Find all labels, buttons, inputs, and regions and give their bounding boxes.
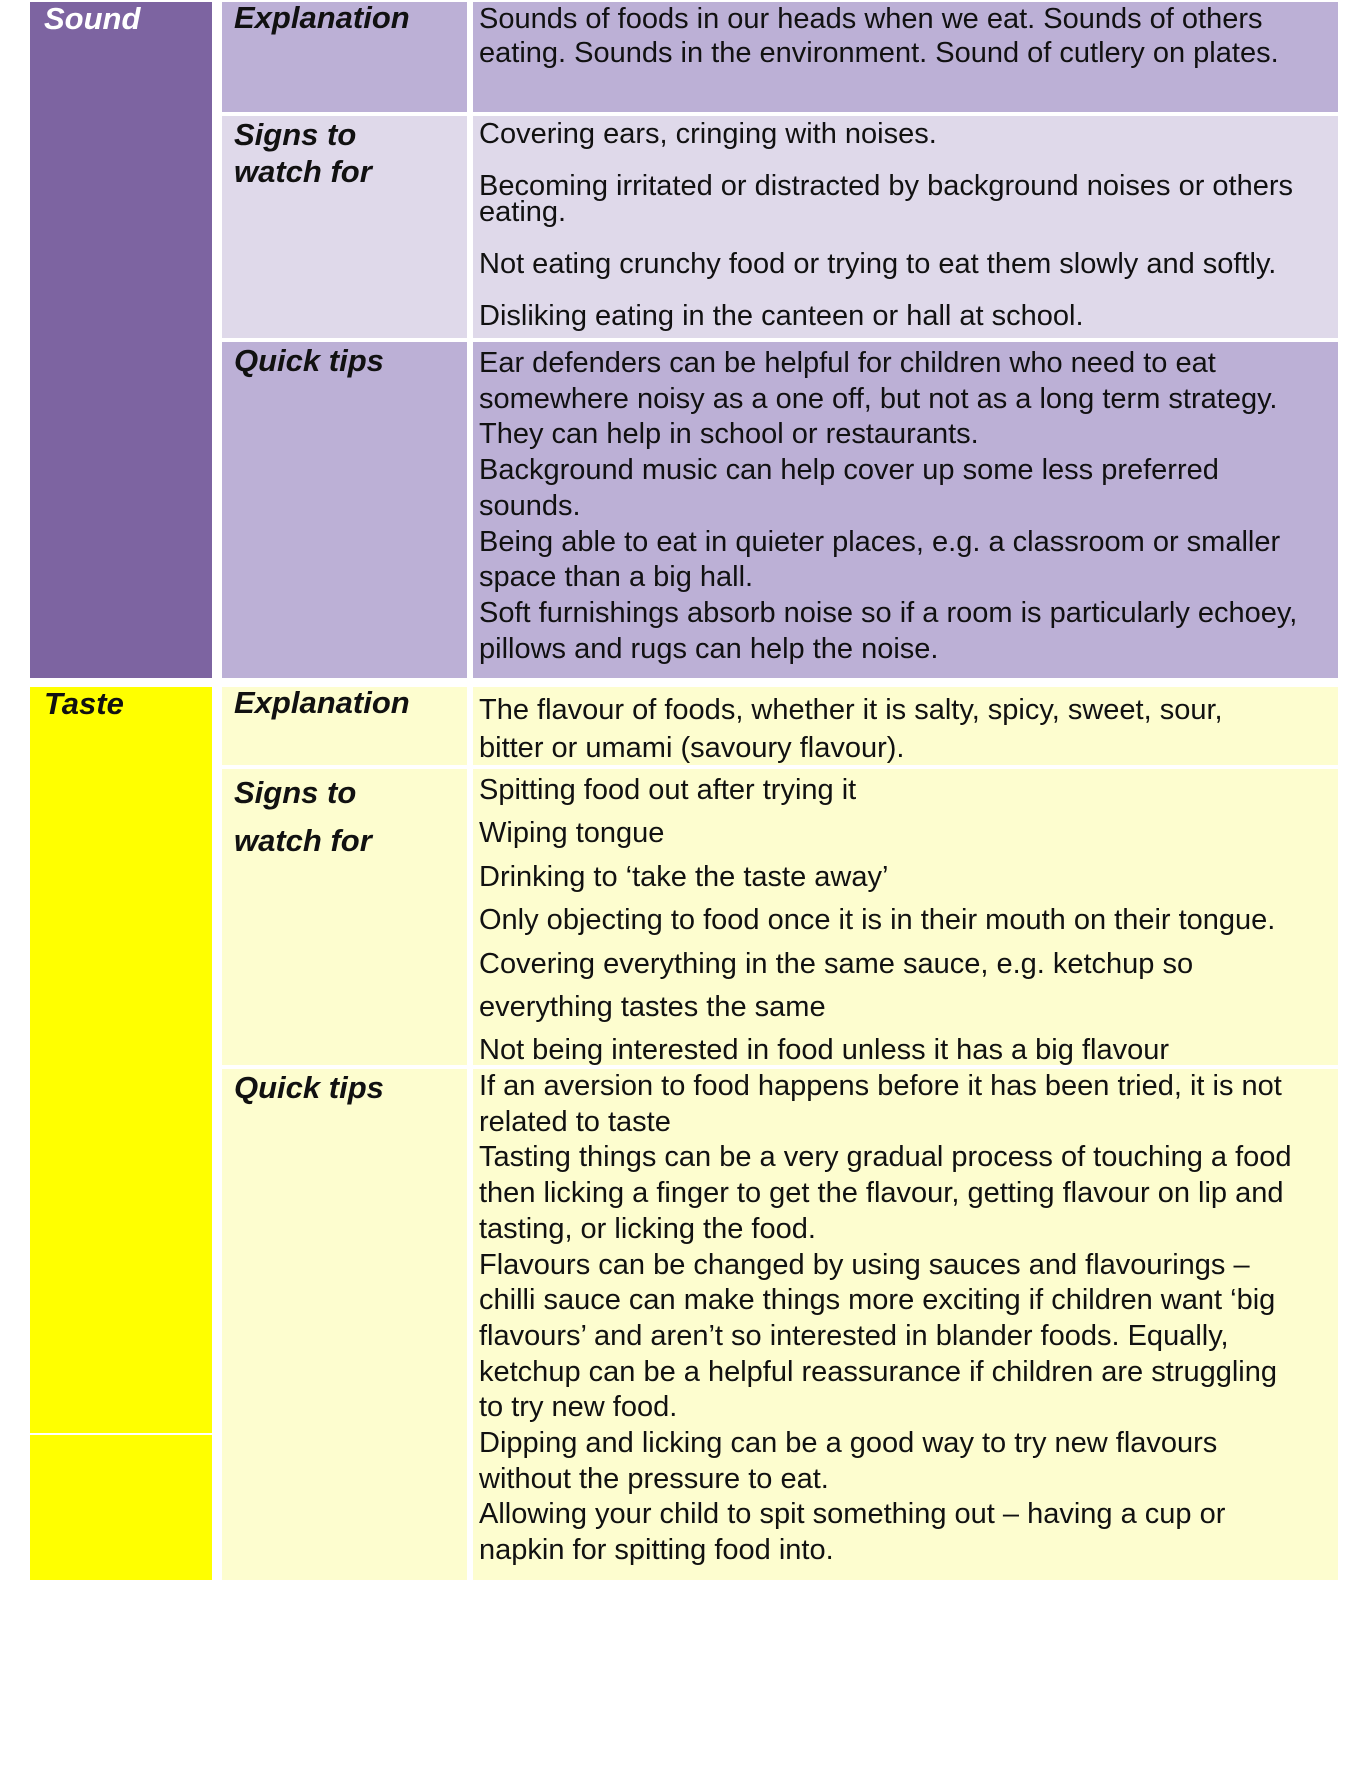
row-label-line: Signs to	[234, 775, 357, 810]
content-line: Sounds of foods in our heads when we eat. Sounds of others	[479, 3, 1263, 35]
list-item: Drinking to ‘take the taste away’	[479, 860, 889, 893]
content-line: sounds.	[479, 489, 581, 522]
content-line: bitter or umami (savoury flavour).	[479, 731, 905, 764]
taste-sense-cell	[30, 687, 212, 1580]
content-line: Dipping and licking can be a good way to try new flavours	[479, 1427, 1218, 1460]
sound-signs-label-cell	[222, 116, 467, 338]
row-label-explanation: Explanation	[234, 0, 410, 35]
row-label-tips: Quick tips	[234, 1070, 384, 1105]
taste-tips-label-cell	[222, 1069, 467, 1580]
content-line: to try new food.	[479, 1391, 678, 1424]
row-label-signs	[222, 769, 467, 865]
content-line: flavours’ and aren’t so interested in blander foods. Equally,	[479, 1319, 1229, 1352]
list-item: Not being interested in food unless it has a big flavour	[479, 1034, 1169, 1067]
sound-signs-content	[473, 116, 1338, 338]
sound-tips-content	[473, 342, 1338, 678]
content-line: pillows and rugs can help the noise.	[479, 632, 939, 665]
taste-signs-content	[473, 769, 1338, 1065]
content-line: without the pressure to eat.	[479, 1462, 829, 1495]
content-line: Background music can help cover up some less preferred	[479, 454, 1219, 487]
list-item: Becoming irritated or distracted by background noises or others eating.	[479, 170, 1294, 228]
content-line: space than a big hall.	[479, 561, 754, 594]
row-label-signs	[222, 116, 467, 190]
content-line: ketchup can be a helpful reassurance if children are struggling	[479, 1355, 1277, 1388]
list-item: Spitting food out after trying it	[479, 774, 857, 806]
content-line: chilli sauce can make things more exciting if children want ‘big	[479, 1284, 1276, 1317]
content-line: Flavours can be changed by using sauces and flavourings –	[479, 1248, 1250, 1281]
sound-section	[30, 2, 1338, 678]
content-line: somewhere noisy as a one off, but not as a long term strategy.	[479, 382, 1278, 415]
list-item: everything tastes the same	[479, 991, 826, 1024]
list-item: Not eating crunchy food or trying to eat them slowly and softly.	[479, 248, 1277, 280]
row-label-tips: Quick tips	[234, 343, 384, 378]
column-divider	[30, 1433, 212, 1435]
row-label-line: Signs to	[234, 117, 357, 152]
content-line: Ear defenders can be helpful for children who need to eat	[479, 347, 1216, 379]
sound-tips-label-cell	[222, 342, 467, 678]
taste-tips-content	[473, 1069, 1338, 1580]
list-item: Disliking eating in the canteen or hall at school.	[479, 300, 1084, 332]
list-item: Only objecting to food once it is in their mouth on their tongue.	[479, 904, 1276, 937]
content-line: Being able to eat in quieter places, e.g. a classroom or smaller	[479, 525, 1281, 558]
content-line: napkin for spitting food into.	[479, 1534, 834, 1567]
content-line: then licking a finger to get the flavour, getting flavour on lip and	[479, 1177, 1284, 1210]
content-line: They can help in school or restaurants.	[479, 418, 979, 451]
content-line: Soft furnishings absorb noise so if a room is particularly echoey,	[479, 596, 1298, 629]
content-line: tasting, or licking the food.	[479, 1212, 816, 1245]
row-label-explanation: Explanation	[234, 685, 410, 720]
content-line: eating. Sounds in the environment. Sound of cutlery on plates.	[479, 37, 1279, 69]
sense-label-taste: Taste	[44, 686, 124, 721]
list-item: Covering everything in the same sauce, e.g. ketchup so	[479, 947, 1194, 980]
content-line: related to taste	[479, 1105, 671, 1138]
sound-sense-cell	[30, 2, 212, 678]
taste-signs-label-cell	[222, 769, 467, 1065]
content-line: Tasting things can be a very gradual process of touching a food	[479, 1141, 1292, 1174]
list-item: Covering ears, cringing with noises.	[479, 118, 937, 150]
list-item: Wiping tongue	[479, 817, 665, 850]
content-line: Allowing your child to spit something out – having a cup or	[479, 1498, 1226, 1531]
sense-label-sound: Sound	[44, 1, 141, 36]
content-line: If an aversion to food happens before it has been tried, it is not	[479, 1070, 1282, 1102]
taste-explanation-label-cell	[222, 687, 467, 765]
sound-explanation-content	[473, 2, 1338, 112]
content-line: The flavour of foods, whether it is salty, spicy, sweet, sour,	[479, 694, 1223, 726]
sound-explanation-label-cell	[222, 2, 467, 112]
row-label-line: watch for	[234, 154, 372, 189]
row-label-line: watch for	[234, 823, 372, 858]
taste-section	[30, 687, 1338, 1580]
taste-explanation-content	[473, 687, 1338, 765]
